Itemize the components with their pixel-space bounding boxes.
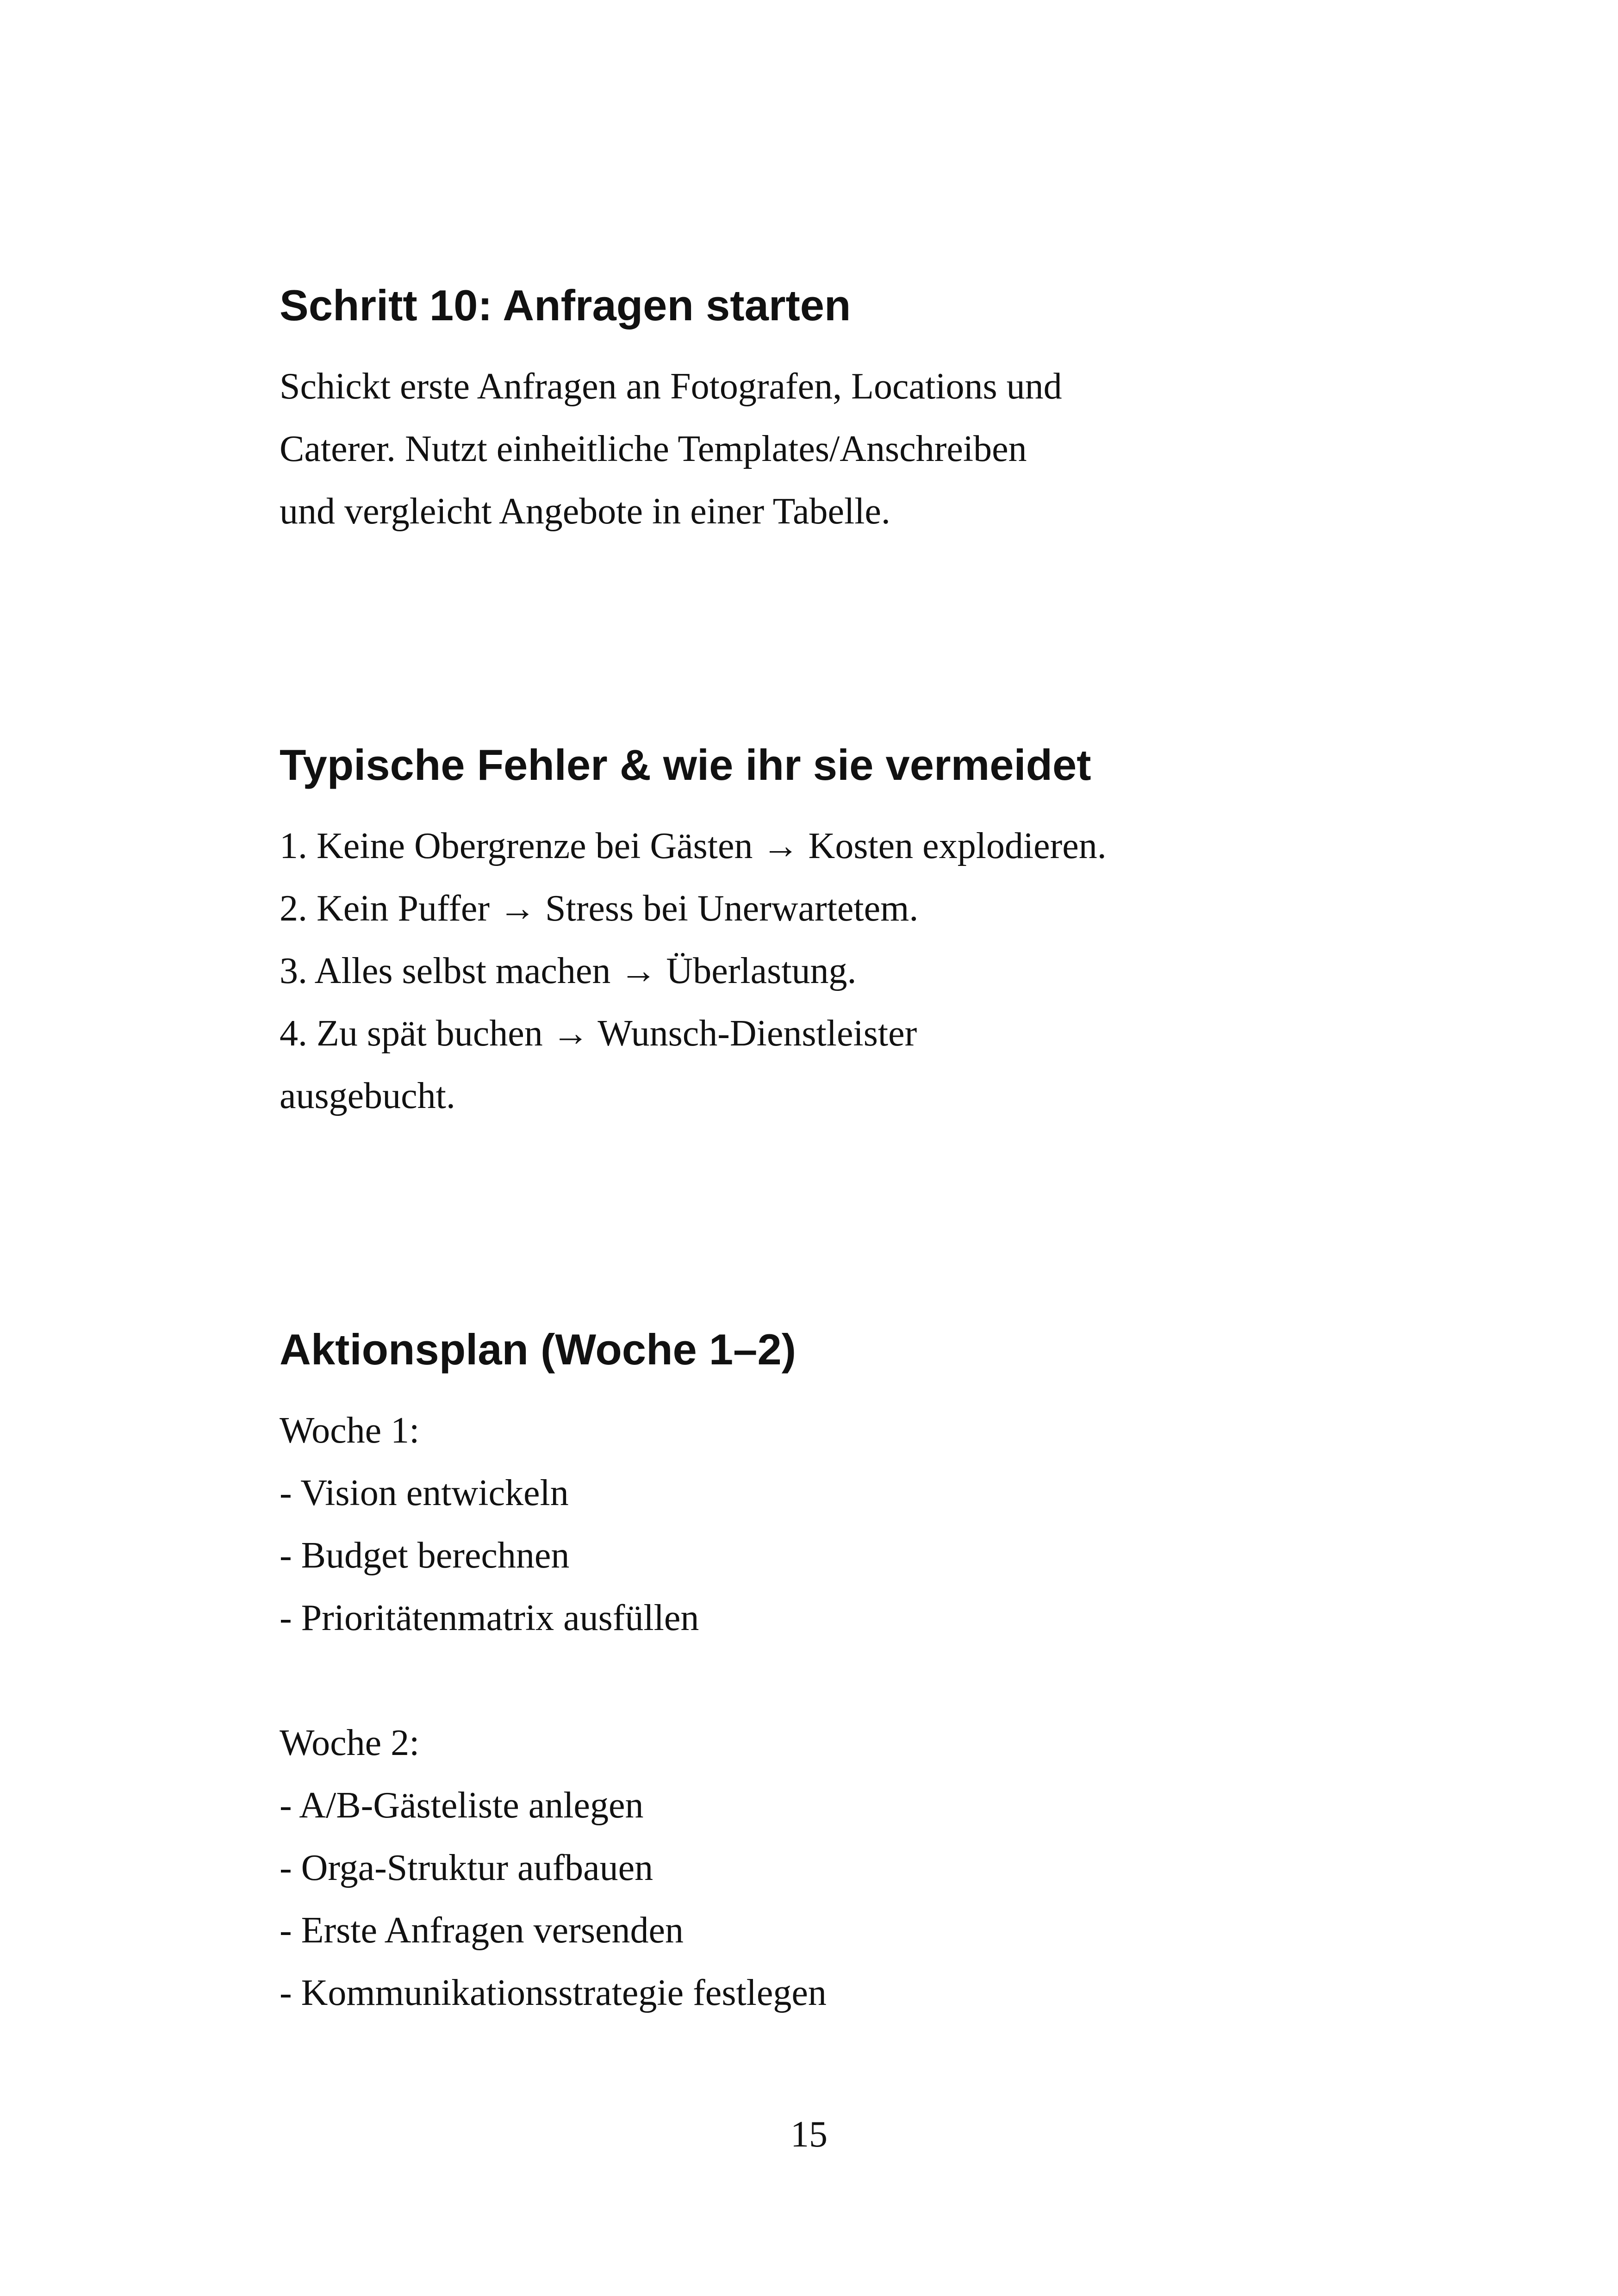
list-item-line: - Kommunikationsstrategie festlegen [280, 1972, 827, 2013]
week-group-2 [280, 1712, 1358, 2024]
list-item-line: 1. Keine Obergrenze bei Gästen → Kosten explodieren. [280, 826, 1107, 866]
section-anfragen-starten [280, 278, 1358, 543]
list-item-line: - A/B-Gästeliste anlegen [280, 1785, 644, 1826]
list-item-line: 3. Alles selbst machen → Überlastung. [280, 951, 857, 991]
text-line: Caterer. Nutzt einheitliche Templates/Anschreiben [280, 429, 1027, 469]
list-item-line: - Erste Anfragen versenden [280, 1910, 684, 1951]
text-line: Schickt erste Anfragen an Fotografen, Locations und [280, 366, 1062, 407]
list-item-line: 2. Kein Puffer → Stress bei Unerwartetem. [280, 888, 919, 929]
week-group-1 [280, 1400, 1358, 1649]
list-item-line: 4. Zu spät buchen → Wunsch-Dienstleister [280, 1013, 917, 1054]
group-label: Woche 2: [280, 1723, 420, 1763]
section-heading: Typische Fehler & wie ihr sie vermeidet [280, 740, 1091, 789]
group-label: Woche 1: [280, 1410, 420, 1451]
list-item-line: ausgebucht. [280, 1076, 455, 1116]
section-heading: Aktionsplan (Woche 1–2) [280, 1325, 797, 1374]
list-item-line: - Prioritätenmatrix ausfüllen [280, 1598, 699, 1638]
list-item-line: - Vision entwickeln [280, 1473, 569, 1513]
section-typische-fehler [280, 737, 1358, 1127]
page-content [280, 278, 1358, 2024]
list-item-line: - Budget berechnen [280, 1535, 570, 1576]
page-number: 15 [790, 2114, 828, 2155]
section-aktionsplan [280, 1322, 1358, 2024]
list-item-line: - Orga-Struktur aufbauen [280, 1848, 653, 1888]
text-line: und vergleicht Angebote in einer Tabelle. [280, 491, 890, 532]
section-body [280, 815, 1358, 1127]
section-body [280, 355, 1358, 543]
section-heading: Schritt 10: Anfragen starten [280, 281, 851, 330]
